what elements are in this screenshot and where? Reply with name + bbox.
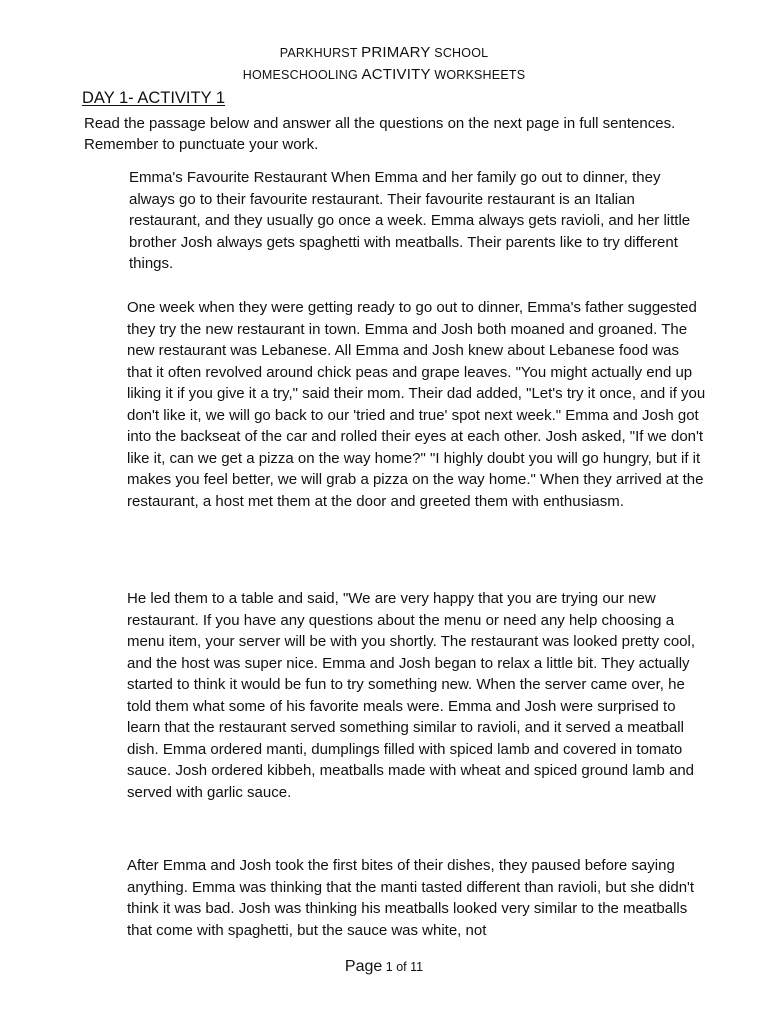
footer-page-word: Page [344, 958, 383, 975]
header-type-suffix: WORKSHEETS [430, 68, 526, 82]
passage-paragraph-4: After Emma and Josh took the first bites of their dishes, they paused before saying anything. Emma was thinking that the manti tasted different than ravioli, but she didn't think it was bad. Josh was thinking his meatballs looked very similar to the meatballs that come with spaghetti, but the sauce was white, not [127, 857, 695, 939]
header-type-activity: ACTIVITY [361, 66, 431, 83]
school-name-header [0, 44, 768, 61]
header-school-prefix: PARKHURST [279, 46, 362, 60]
header-school-primary: PRIMARY [361, 44, 431, 61]
footer-page-count: 1 of 11 [382, 960, 424, 974]
instructions-text: Read the passage below and answer all the questions on the next page in full sentences. Remember to punctuate your work. [84, 115, 676, 153]
passage-paragraph-2: One week when they were getting ready to go out to dinner, Emma's father suggested they try the new restaurant in town. Emma and Josh both moaned and groaned. The new restaurant was Lebanese. All Emma and Josh knew about Lebanese food was that it often revolved around chick peas and grape leaves. "You might actually end up liking it if you give it a try," said their mom. Their dad added, "Let's try it once, and if you don't like it, we will go back to our 'tried and true' spot next week." Emma and Josh got into the backseat of the car and rolled their eyes at each other. Josh asked, "If we don't like it, can we get a pizza on the way home?" "I highly doubt you will go hungry, but if it makes you feel better, we will grab a pizza on the way home." When they arrived at the restaurant, a host met them at the door and greeted them with enthusiasm. [127, 299, 706, 510]
passage-paragraph-1: Emma's Favourite Restaurant When Emma and her family go out to dinner, they always go to their favourite restaurant. Their favourite restaurant is an Italian restaurant, and they usually go once a week. Emma always gets ravioli, and her little brother Josh always gets spaghetti with meatballs. Their parents like to try different things. [129, 169, 691, 272]
worksheet-type-header [0, 66, 768, 83]
day-activity-title: DAY 1- ACTIVITY 1 [82, 89, 226, 107]
page-number-footer [0, 958, 768, 976]
header-type-prefix: HOMESCHOOLING [242, 68, 362, 82]
header-school-suffix: SCHOOL [430, 46, 489, 60]
passage-paragraph-3: He led them to a table and said, "We are very happy that you are trying our new restaurant. If you have any questions about the menu or need any help choosing a menu item, your server will be with you shortly. The restaurant was looked pretty cool, and the host was super nice. Emma and Josh began to relax a little bit. They actually started to think it would be fun to try something new. When the server came over, he told them what some of his favorite meals were. Emma and Josh were surprised to learn that the restaurant served something similar to ravioli, and it served a meatball dish. Emma ordered manti, dumplings filled with spiced lamb and covered in tomato sauce. Josh ordered kibbeh, meatballs made with wheat and spiced ground lamb and served with garlic sauce. [127, 590, 696, 801]
